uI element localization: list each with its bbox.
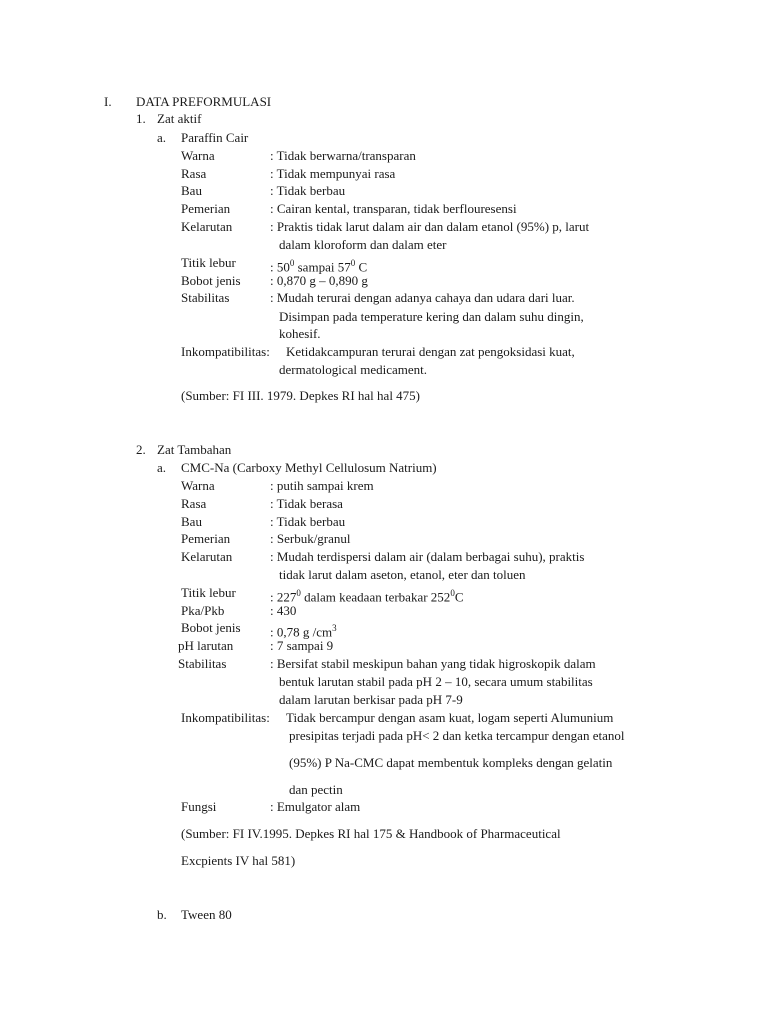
property-value: : 430	[270, 603, 297, 618]
property-value: : Tidak berasa	[270, 496, 343, 511]
incompatibility-label: Inkompatibilitas:	[181, 344, 270, 359]
property-value: : 7 sampai 9	[270, 638, 334, 653]
property-label: Pemerian	[181, 531, 231, 546]
section-title: DATA PREFORMULASI	[136, 94, 272, 109]
incompatibility-label: Inkompatibilitas:	[181, 710, 270, 725]
incompatibility-value-continued: dan pectin	[289, 782, 343, 797]
source-citation: (Sumber: FI IV.1995. Depkes RI hal 175 & Handbook of Pharmaceutical	[181, 826, 561, 841]
property-value-continued: kohesif.	[279, 326, 321, 341]
property-label: Bobot jenis	[181, 273, 241, 288]
item-number: 1.	[136, 111, 146, 126]
property-label: Bau	[181, 514, 202, 529]
property-value: : Tidak berwarna/transparan	[270, 148, 416, 163]
sub-letter: a.	[157, 130, 167, 145]
property-label: Rasa	[181, 496, 207, 511]
incompatibility-value-continued: presipitas terjadi pada pH< 2 dan ketka tercampur dengan etanol	[289, 728, 625, 743]
sub-letter: b.	[157, 907, 167, 922]
property-value: : Tidak mempunyai rasa	[270, 166, 396, 181]
function-label: Fungsi	[181, 799, 217, 814]
property-label: Stabilitas	[178, 656, 227, 671]
property-label: Bobot jenis	[181, 620, 241, 635]
property-value: : 0,870 g – 0,890 g	[270, 273, 368, 288]
substance-name: Tween 80	[181, 907, 232, 922]
property-label: Warna	[181, 478, 215, 493]
incompatibility-value-continued: dermatological medicament.	[279, 362, 427, 377]
property-value: : Bersifat stabil meskipun bahan yang tidak higroskopik dalam	[270, 656, 596, 671]
source-citation-continued: Excpients IV hal 581)	[181, 853, 296, 868]
incompatibility-value: Ketidakcampuran terurai dengan zat pengoksidasi kuat,	[286, 344, 575, 359]
property-label: Titik lebur	[181, 585, 236, 600]
property-value: : 0,78 g $/cm^3$	[270, 623, 337, 640]
property-label: pH larutan	[178, 638, 234, 653]
incompatibility-value-continued: (95%) P Na-CMC dapat membentuk kompleks dengan gelatin	[289, 755, 613, 770]
property-value: : $227^0$ dalam keadaan terbakar $252^0C$	[270, 588, 464, 605]
property-value-continued: tidak larut dalam aseton, etanol, eter dan toluen	[279, 567, 526, 582]
property-label: Rasa	[181, 166, 207, 181]
item-title: Zat aktif	[157, 111, 202, 126]
property-label: Warna	[181, 148, 215, 163]
property-label: Pka/Pkb	[181, 603, 225, 618]
property-value-continued: dalam larutan berkisar pada pH 7-9	[279, 692, 463, 707]
substance-name: Paraffin Cair	[181, 130, 249, 145]
property-value: : $50^0$ sampai $57^0$ C	[270, 258, 368, 275]
property-label: Kelarutan	[181, 549, 233, 564]
property-value: : Praktis tidak larut dalam air dan dalam etanol (95%) p, larut	[270, 219, 590, 234]
property-value: : Mudah terdispersi dalam air (dalam berbagai suhu), praktis	[270, 549, 585, 564]
property-value: : Tidak berbau	[270, 514, 346, 529]
property-label: Titik lebur	[181, 255, 236, 270]
source-citation: (Sumber: FI III. 1979. Depkes RI hal hal 475)	[181, 388, 421, 403]
incompatibility-value: Tidak bercampur dengan asam kuat, logam seperti Alumunium	[286, 710, 614, 725]
property-label: Kelarutan	[181, 219, 233, 234]
property-value: : Cairan kental, transparan, tidak berflouresensi	[270, 201, 517, 216]
property-label: Stabilitas	[181, 290, 230, 305]
property-value: : putih sampai krem	[270, 478, 374, 493]
substance-name: CMC-Na (Carboxy Methyl Cellulosum Natrium)	[181, 460, 437, 475]
property-label: Bau	[181, 183, 202, 198]
item-number: 2.	[136, 442, 146, 457]
property-value: : Serbuk/granul	[270, 531, 351, 546]
property-label: Pemerian	[181, 201, 231, 216]
sub-letter: a.	[157, 460, 167, 475]
property-value: : Tidak berbau	[270, 183, 346, 198]
property-value: : Mudah terurai dengan adanya cahaya dan udara dari luar.	[270, 290, 575, 305]
property-value-continued: dalam kloroform dan dalam eter	[279, 237, 447, 252]
property-value-continued: bentuk larutan stabil pada pH 2 – 10, secara umum stabilitas	[279, 674, 593, 689]
item-title: Zat Tambahan	[157, 442, 232, 457]
function-value: : Emulgator alam	[270, 799, 361, 814]
section-numeral: I.	[104, 94, 112, 109]
property-value-continued: Disimpan pada temperature kering dan dalam suhu dingin,	[279, 309, 584, 324]
